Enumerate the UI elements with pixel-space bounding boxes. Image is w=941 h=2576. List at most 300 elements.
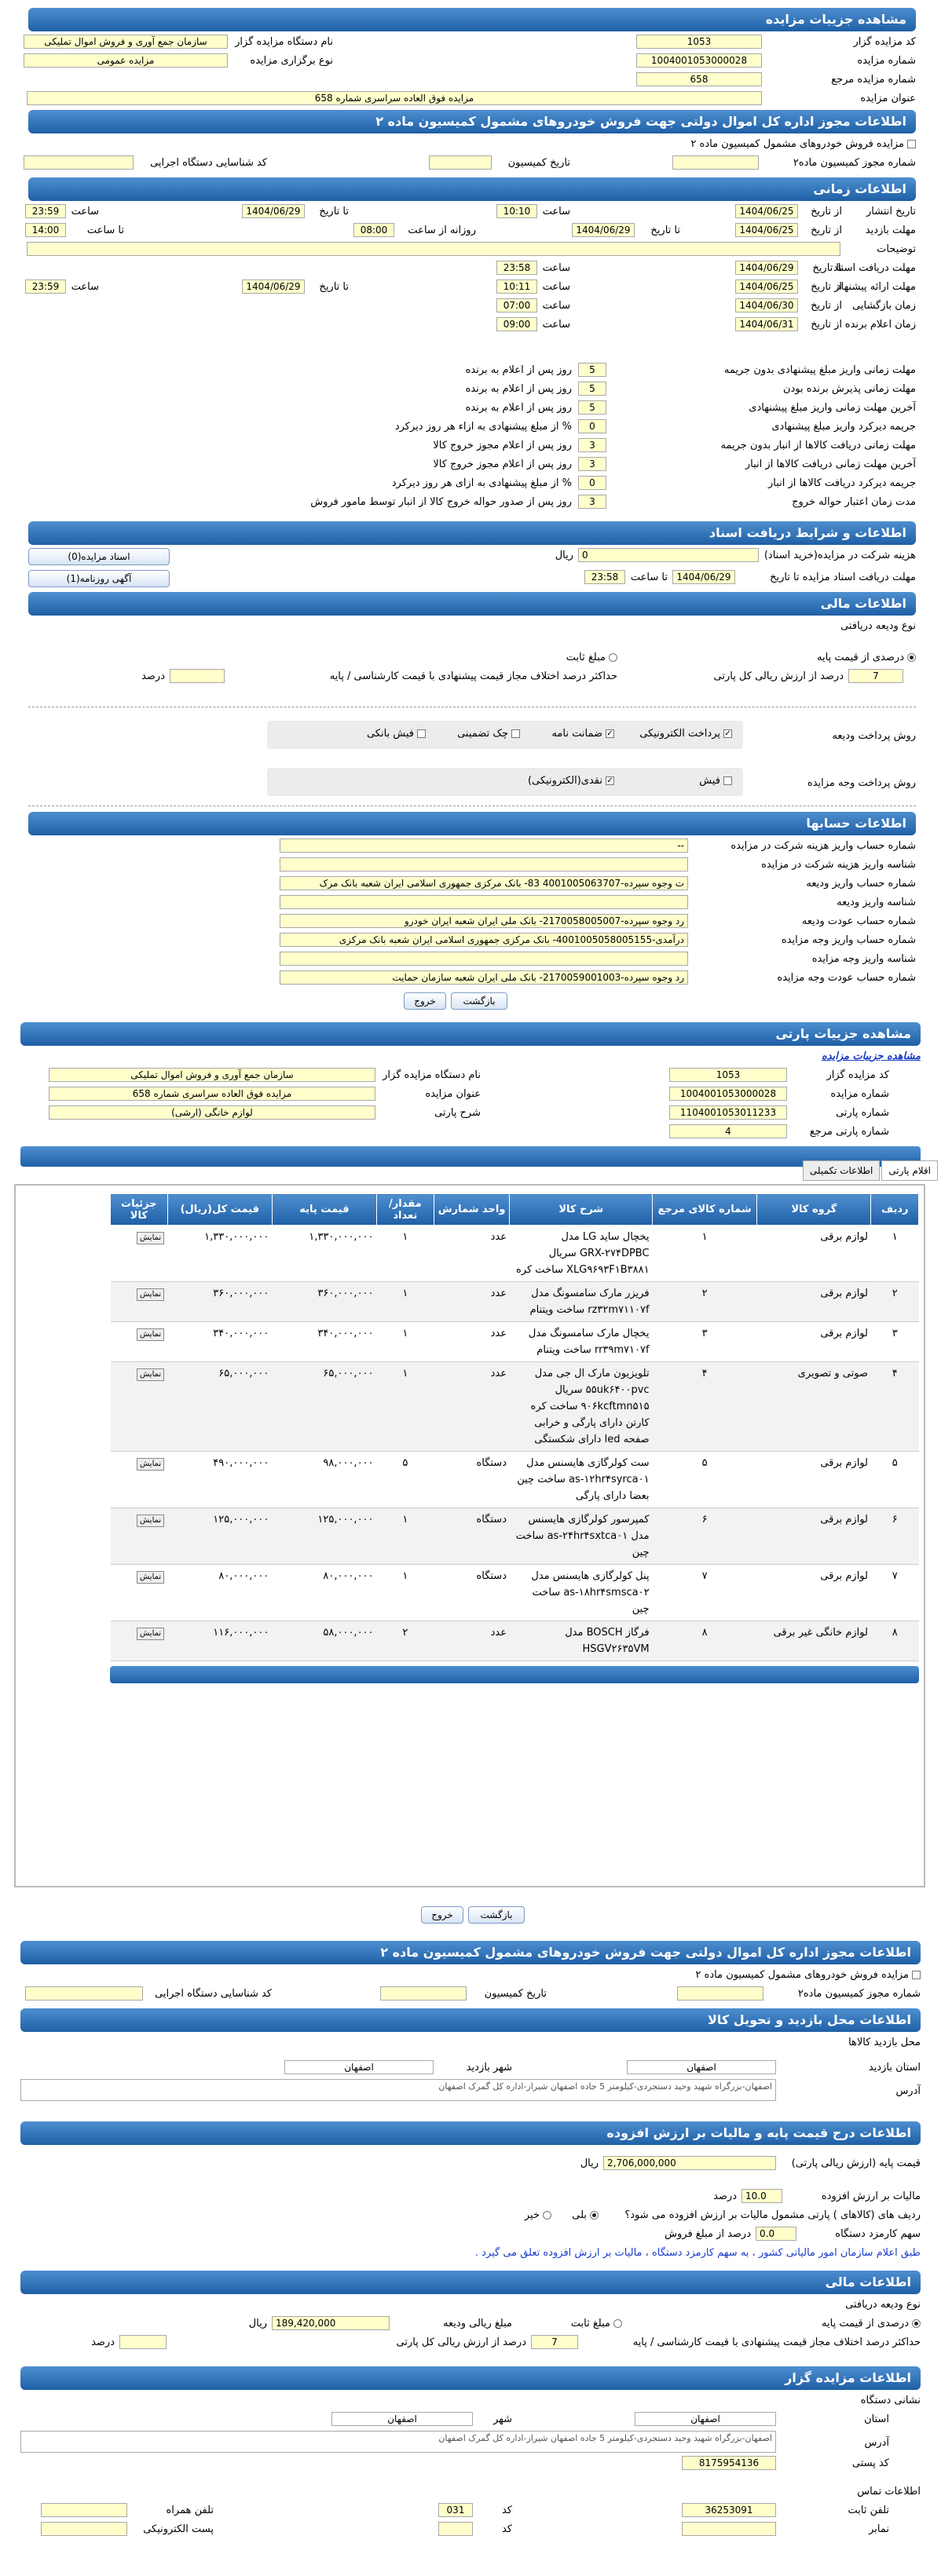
subject-label: عنوان مزایده xyxy=(860,93,916,104)
account-value xyxy=(280,895,688,909)
deadline-unit: روز پس از اعلام به برنده xyxy=(465,364,572,376)
cell-price: ۸۰,۰۰۰,۰۰۰ xyxy=(272,1565,376,1621)
deposit-methods-box xyxy=(267,721,743,749)
deadline-label: جریمه دیرکرد واریز مبلغ پیشنهادی xyxy=(771,421,916,433)
percent2-of-label: درصد از ارزش ریالی کل پارتی xyxy=(396,2337,526,2348)
fixed2-radio[interactable] xyxy=(613,2319,622,2328)
ref-party-label: شماره پارتی مرجع xyxy=(809,1126,889,1138)
deadline-row xyxy=(28,400,916,418)
cell-unit: دستگاه xyxy=(434,1508,510,1565)
vat-no-label: خیر xyxy=(524,2209,540,2221)
notes-field xyxy=(27,242,840,256)
permit2-checkbox-label: مزایده فروش خودروهای مشمول کمیسیون ماده ۲ xyxy=(695,1969,909,1981)
phone-label: تلفن ثابت xyxy=(848,2505,889,2516)
deadline-value: 3 xyxy=(578,438,606,452)
postal-field: 8175954136 xyxy=(682,2456,776,2470)
auctioneer-province-label: استان xyxy=(864,2413,889,2425)
vat-question: ردیف های (کالاهای ) پارتی مشمول مالیات بر ارزش افزوده می شود؟ xyxy=(624,2209,921,2221)
deposit-percent-field: 7 xyxy=(848,669,903,683)
max-diff2-field xyxy=(119,2335,167,2349)
reference-number-field: 658 xyxy=(636,72,762,86)
base-price-field: 2,706,000,000 xyxy=(603,2156,776,2170)
account-value: ت وجوه سپرده-4001005063707 83- بانک مرکزی جمهوری اسلامی ایران شعبه بانک مرک xyxy=(280,876,688,890)
receipt-checkbox[interactable] xyxy=(723,776,732,785)
party-subject-label: عنوان مزایده xyxy=(425,1088,481,1100)
party-tabs xyxy=(801,1160,938,1181)
cell-idx: ۳ xyxy=(871,1322,919,1362)
deadline-unit: % از مبلغ پیشنهادی به ازای هر روز دیرکرد xyxy=(391,477,572,489)
accounts-section xyxy=(28,809,916,1014)
show-details-button[interactable]: نمایش xyxy=(137,1571,164,1584)
percent-radio[interactable] xyxy=(907,653,916,662)
party-subtitle-link[interactable]: مشاهده جزییات مزایده xyxy=(821,1050,921,1062)
opening-date-field: 1404/06/30 xyxy=(735,298,798,312)
publish-time-field: 10:10 xyxy=(496,204,537,218)
cell-total: ۱,۳۳۰,۰۰۰,۰۰۰ xyxy=(167,1226,272,1282)
cell-group: لوازم برقی xyxy=(757,1322,871,1362)
cell-qty: ۱ xyxy=(377,1226,434,1282)
auction-details-header: مشاهده جزییات مزایده xyxy=(28,8,916,31)
publish-from-field: 1404/06/25 xyxy=(735,204,798,218)
max-diff-field xyxy=(170,669,225,683)
auctioneer-city-label: شهر xyxy=(492,2413,512,2425)
cell-unit: دستگاه xyxy=(434,1565,510,1621)
cell-group: لوازم برقی xyxy=(757,1282,871,1322)
cell-ref: ۷ xyxy=(653,1565,757,1621)
cash-checkbox[interactable]: ✓ xyxy=(606,776,613,785)
fax-field xyxy=(682,2522,776,2536)
party-desc-label: شرح پارتی xyxy=(434,1107,481,1119)
account-value: درآمدی-4001005058005155- بانک مرکزی جمهوری اسلامی ایران شعبه بانک مرکزی xyxy=(280,933,688,947)
cell-idx: ۴ xyxy=(871,1362,919,1452)
cell-unit: عدد xyxy=(434,1282,510,1322)
cell-ref: ۳ xyxy=(653,1322,757,1362)
auctioneer-city-field: اصفهان xyxy=(331,2412,473,2426)
time-label: ساعت xyxy=(71,281,99,293)
deadline-unit: روز پس از اعلام مجوز خروج کالا xyxy=(433,459,572,470)
from-date-label: از تاریخ xyxy=(811,206,842,217)
show-details-button[interactable]: نمایش xyxy=(137,1515,164,1527)
cell-idx: ۵ xyxy=(871,1452,919,1508)
cell-details xyxy=(111,1565,168,1621)
vat-label: مالیات بر ارزش افزوده xyxy=(821,2191,921,2202)
base-price-unit: ریال xyxy=(580,2158,599,2169)
mobile-field xyxy=(41,2503,127,2517)
subject-field: مزایده فوق العاده سراسری شماره 658 xyxy=(27,91,762,105)
code-field: 031 xyxy=(438,2503,473,2517)
deadline-row xyxy=(28,476,916,493)
column-header: شماره کالای مرجع xyxy=(653,1194,757,1226)
guarantee-checkbox[interactable]: ✓ xyxy=(606,729,613,738)
electronic-checkbox[interactable]: ✓ xyxy=(724,729,731,738)
party-number-field: 1104001053011233 xyxy=(669,1105,787,1120)
cell-price: ۳۶۰,۰۰۰,۰۰۰ xyxy=(272,1282,376,1322)
party-desc-field: لوازم خانگی (ارشی) xyxy=(49,1105,375,1120)
cell-unit: عدد xyxy=(434,1322,510,1362)
to-time-label: تا ساعت xyxy=(86,225,124,236)
max-diff2-label: حداکثر درصد اختلاف مجاز قیمت پیشنهادی با قیمت کارشناسی / پایه xyxy=(632,2337,921,2348)
notes-label: توضیحات xyxy=(877,243,916,255)
deposit-methods-label: روش پرداخت ودیعه xyxy=(832,730,916,742)
cell-ref: ۵ xyxy=(653,1452,757,1508)
percent2-option-label: درصدی از قیمت پایه xyxy=(822,2318,909,2329)
table-row xyxy=(111,1508,919,1565)
party-auctioneer-name-label: نام دستگاه مزایده گزار xyxy=(383,1069,481,1081)
party-details-header: مشاهده جزییات پارتی xyxy=(20,1022,921,1046)
account-value: رد وجوه سپرده-2170058005007- بانک ملی ایران شعبه ایران خودرو xyxy=(280,914,688,928)
from-date-label: از تاریخ xyxy=(811,225,842,236)
visit-city-label: شهر بازدید xyxy=(466,2062,512,2074)
deadline-label: آخرین مهلت زمانی دریافت کالاها از انبار xyxy=(745,459,916,470)
cell-desc: کمپرسور کولرگازی هایسنس مدل as-۲۴hr۴sxtca۰۱ ساخت چین xyxy=(510,1508,653,1565)
publish-to-field: 1404/06/29 xyxy=(242,204,305,218)
to-date-label: تا تاریخ xyxy=(812,262,842,274)
party-auctioneer-name-field: سازمان جمع آوری و فروش اموال تملیکی xyxy=(49,1068,375,1082)
column-header: شرح کالا xyxy=(510,1194,653,1226)
deadline-unit: روز پس از اعلام به برنده xyxy=(465,402,572,414)
party-exit-button[interactable]: خروج xyxy=(421,1906,463,1924)
vat-note: طبق اعلام سازمان امور مالیاتی کشور ، به سهم کارمزد دستگاه ، مالیات بر ارزش افزوده تعلق می گیرد . xyxy=(474,2247,921,2259)
visit-province-label: استان بازدید xyxy=(868,2062,921,2074)
permit2-section xyxy=(20,1938,921,2005)
location-section xyxy=(20,2005,921,2104)
cell-desc: یخچال ساید LG مدل GRX-۲۷۴DPBC سریال XLG۹۶۹۳F۱B۳۸۸۱ ساخت کره xyxy=(510,1226,653,1282)
account-label: شناسه واریز ودیعه xyxy=(837,897,916,908)
cell-qty: ۵ xyxy=(377,1452,434,1508)
from-date-label: از تاریخ xyxy=(811,300,842,312)
deposit-amount-field: 189,420,000 xyxy=(272,2316,390,2330)
party-subject-field: مزایده فوق العاده سراسری شماره 658 xyxy=(49,1087,375,1101)
auctioneer-code-label: کد مزایده گزار xyxy=(853,36,916,48)
account-row xyxy=(28,952,916,969)
column-header: قیمت پایه xyxy=(272,1194,376,1226)
fee-share-label: سهم کارمزد دستگاه xyxy=(835,2228,921,2240)
show-details-button[interactable]: نمایش xyxy=(137,1328,164,1341)
fee-field: 0 xyxy=(578,548,759,562)
show-details-button[interactable]: نمایش xyxy=(137,1288,164,1301)
auctioneer-code-field: 1053 xyxy=(636,35,762,49)
time-label: ساعت xyxy=(542,300,570,312)
deadline-unit: روز پس از اعلام به برنده xyxy=(465,383,572,395)
auction-details-section xyxy=(28,5,916,110)
table-row xyxy=(111,1621,919,1661)
docs-date-field: 1404/06/29 xyxy=(735,261,798,275)
cheque-checkbox[interactable] xyxy=(511,729,520,738)
show-details-button[interactable]: نمایش xyxy=(137,1628,164,1640)
cell-details xyxy=(111,1226,168,1282)
account-label: شناسه واریز هزینه شرکت در مزایده xyxy=(761,859,916,871)
cell-qty: ۲ xyxy=(377,1621,434,1661)
announce-label: زمان اعلام برنده xyxy=(844,319,916,331)
deadline-unit: % از مبلغ پیشنهادی به ازاء هر روز دیرکرد xyxy=(394,421,572,433)
visit-province-field: اصفهان xyxy=(627,2060,776,2074)
visit-city-field: اصفهان xyxy=(284,2060,434,2074)
vat-no-radio[interactable] xyxy=(543,2211,551,2220)
fee-share-unit: درصد از مبلغ فروش xyxy=(665,2228,751,2240)
tab-extra[interactable]: اطلاعات تکمیلی xyxy=(803,1160,880,1181)
cell-ref: ۱ xyxy=(653,1226,757,1282)
deposit-amount-label: مبلغ ریالی ودیعه xyxy=(443,2318,512,2329)
cell-details xyxy=(111,1322,168,1362)
auctioneer-name-label: نام دستگاه مزایده گزار xyxy=(235,36,333,48)
cell-qty: ۱ xyxy=(377,1508,434,1565)
cell-ref: ۸ xyxy=(653,1621,757,1661)
financial2-header: اطلاعات مالی xyxy=(20,2271,921,2294)
column-header: گروه کالا xyxy=(757,1194,871,1226)
cell-ref: ۴ xyxy=(653,1362,757,1452)
fax-code-field xyxy=(438,2522,473,2536)
financial-section xyxy=(28,589,916,789)
account-value: -- xyxy=(280,839,688,853)
permit2-exec-label: کد شناسایی دستگاه اجرایی xyxy=(155,1988,272,2000)
auctioneer-address-field: اصفهان-بزرگراه شهید وحید دستجردی-کیلومتر 5 جاده اصفهان شیراز-اداره کل گمرک اصفهان xyxy=(20,2431,776,2453)
account-label: شناسه واریز وجه مزایده xyxy=(811,953,916,965)
cell-ref: ۲ xyxy=(653,1282,757,1322)
publish-label: تاریخ انتشار xyxy=(866,206,916,217)
payment-methods-label: روش پرداخت وجه مزایده xyxy=(807,777,916,789)
vat-yes-radio[interactable] xyxy=(590,2211,599,2220)
offer-time-field: 10:11 xyxy=(496,280,537,294)
cell-details xyxy=(111,1362,168,1452)
deadline-label: مدت زمان اعتبار حواله خروج xyxy=(792,496,916,508)
fixed-radio[interactable] xyxy=(609,653,617,662)
cell-desc: فریزر مارک سامسونگ مدل rz۳۲m۷۱۱۰۷f ساخت ویتنام xyxy=(510,1282,653,1322)
auction-type-label: نوع برگزاری مزایده xyxy=(250,55,333,67)
m-cheque-label: چک تضمینی xyxy=(457,728,508,740)
party-auctioneer-code-label: کد مزایده گزار xyxy=(826,1069,889,1081)
cell-qty: ۱ xyxy=(377,1565,434,1621)
fixed2-option-label: مبلغ ثابت xyxy=(570,2318,610,2329)
contact-section-label: اطلاعات تماس xyxy=(857,2486,921,2497)
cell-total: ۴۹۰,۰۰۰,۰۰۰ xyxy=(167,1452,272,1508)
account-row xyxy=(28,857,916,875)
visit-daily-to-field: 14:00 xyxy=(25,223,66,237)
auctioneer-address-label: آدرس xyxy=(864,2437,889,2449)
cell-price: ۱,۳۳۰,۰۰۰,۰۰۰ xyxy=(272,1226,376,1282)
deadlines-block xyxy=(28,361,916,513)
m-guarantee-label: ضمانت نامه xyxy=(551,728,602,740)
cell-desc: پنل کولرگازی هایسنس مدل as-۱۸hr۴smsca۰۲ ساخت چین xyxy=(510,1565,653,1621)
permit-section xyxy=(28,107,916,174)
account-label: شماره حساب واریز ودیعه xyxy=(806,878,916,890)
to-date-label: تا تاریخ xyxy=(319,206,349,217)
newspaper-ad-button[interactable]: آگهی روزنامه(1) xyxy=(28,570,170,587)
cell-desc: یخچال مارک سامسونگ مدل rr۳۹m۷۱۰۷f ساخت ویتنام xyxy=(510,1322,653,1362)
cell-total: ۳۴۰,۰۰۰,۰۰۰ xyxy=(167,1322,272,1362)
opening-time-field: 07:00 xyxy=(496,298,537,312)
auction-number-label: شماره مزایده xyxy=(857,55,916,67)
cell-details xyxy=(111,1621,168,1661)
account-label: شماره حساب عودت ودیعه xyxy=(801,915,916,927)
doc-deadline-time: 23:58 xyxy=(584,570,625,584)
cell-group: لوازم برقی xyxy=(757,1226,871,1282)
deadline-value: 0 xyxy=(578,476,606,490)
base-price-label: قیمت پایه (ارزش ریالی پارتی) xyxy=(791,2158,921,2169)
deposit-type-label: نوع ودیعه دریافتی xyxy=(840,620,916,632)
executive-id-field xyxy=(24,155,134,170)
auction-type-field: مزایده عمومی xyxy=(24,53,228,68)
cell-desc: ست کولرگازی هایسنس مدل as-۱۲hr۴syrca۰۱ ساخت چین بعضا دارای پارگی xyxy=(510,1452,653,1508)
conditions-header: اطلاعات و شرایط دریافت اسناد xyxy=(28,521,916,545)
percent-option-label: درصدی از قیمت پایه xyxy=(817,652,904,663)
from-date-label: از تاریخ xyxy=(811,319,842,331)
deadline-row xyxy=(28,438,916,455)
vat-field: 10.0 xyxy=(741,2189,782,2203)
daily-from-label: روزانه از ساعت xyxy=(408,225,476,236)
p-cash-label: نقدی(الکترونیکی) xyxy=(527,775,602,787)
cell-price: ۱۲۵,۰۰۰,۰۰۰ xyxy=(272,1508,376,1565)
cell-group: لوازم برقی xyxy=(757,1565,871,1621)
cell-idx: ۶ xyxy=(871,1508,919,1565)
auctioneer-name-field: سازمان جمع آوری و فروش اموال تملیکی xyxy=(24,35,228,49)
deadline-label: مهلت زمانی واریز مبلغ پیشنهادی بدون جریمه xyxy=(723,364,916,376)
visit-address-label: آدرس xyxy=(895,2085,921,2097)
party-back-button[interactable]: بازگشت xyxy=(468,1906,525,1924)
column-header: واحد شمارش xyxy=(434,1194,510,1226)
cell-total: ۱۱۶,۰۰۰,۰۰۰ xyxy=(167,1621,272,1661)
to-date-label: تا تاریخ xyxy=(650,225,680,236)
offer-to-field: 1404/06/29 xyxy=(242,280,305,294)
deadline-row xyxy=(28,495,916,512)
deadline-value: 5 xyxy=(578,400,606,415)
offer-deadline-label: مهلت ارائه پیشنهاد xyxy=(836,281,916,293)
accounts-header: اطلاعات حسابها xyxy=(28,812,916,835)
pricing-header: اطلاعات درج قیمت پایه و مالیات بر ارزش افزوده xyxy=(20,2121,921,2145)
mobile-label: تلفن همراه xyxy=(166,2505,214,2516)
email-field xyxy=(41,2522,127,2536)
conditions-section xyxy=(28,518,916,592)
deadline-row xyxy=(28,457,916,474)
m-bank-label: فیش بانکی xyxy=(366,728,414,740)
time-label: ساعت xyxy=(542,262,570,274)
permit2-date-field xyxy=(380,1986,467,2001)
time-label: ساعت xyxy=(542,319,570,331)
email-label: پست الکترونیکی xyxy=(143,2523,214,2535)
deadline-label: جریمه دیرکرد دریافت کالاها از انبار xyxy=(768,477,916,489)
docs-deadline-label: مهلت دریافت اسناد xyxy=(833,262,916,274)
visit-label: مهلت بازدید xyxy=(865,225,916,236)
show-details-button[interactable]: نمایش xyxy=(137,1368,164,1381)
show-details-button[interactable]: نمایش xyxy=(137,1232,164,1244)
postal-label: کد پستی xyxy=(851,2457,889,2469)
opening-label: زمان بازگشایی xyxy=(852,300,916,312)
account-value xyxy=(280,952,688,966)
visit-daily-from-field: 08:00 xyxy=(353,223,394,237)
vat-yes-label: بلی xyxy=(572,2209,587,2221)
pricing-section xyxy=(20,2118,921,2264)
back-button[interactable]: بازگشت xyxy=(451,992,507,1010)
table-footer-bar xyxy=(110,1666,919,1683)
cell-unit: عدد xyxy=(434,1621,510,1661)
show-details-button[interactable]: نمایش xyxy=(137,1458,164,1471)
table-row xyxy=(111,1565,919,1621)
cell-ref: ۶ xyxy=(653,1508,757,1565)
address-section-label: نشانی دستگاه xyxy=(860,2395,921,2406)
to-date-label: تا تاریخ xyxy=(319,281,349,293)
cell-desc: فرگاز BOSCH مدل HSGV۲۶۳۵VM xyxy=(510,1621,653,1661)
time-label: ساعت xyxy=(542,281,570,293)
commission-date-field xyxy=(429,155,492,170)
cell-group: لوازم برقی xyxy=(757,1452,871,1508)
account-row xyxy=(28,895,916,912)
permit-header: اطلاعات مجوز اداره کل اموال دولتی جهت فروش خودروهای مشمول کمیسیون ماده ۲ xyxy=(28,110,916,133)
deadline-row xyxy=(28,419,916,437)
bank-receipt-checkbox[interactable] xyxy=(417,729,426,738)
party-divider-bar xyxy=(20,1146,921,1167)
commission-date-label: تاریخ کمیسیون xyxy=(507,157,570,169)
financial-header: اطلاعات مالی xyxy=(28,592,916,616)
location-header: اطلاعات محل بازدید و تحویل کالا xyxy=(20,2008,921,2032)
cell-price: ۳۴۰,۰۰۰,۰۰۰ xyxy=(272,1322,376,1362)
visit-to-field: 1404/06/29 xyxy=(572,223,635,237)
deadline-label: مهلت زمانی دریافت کالاها از انبار بدون جریمه xyxy=(720,440,916,451)
offer-from-field: 1404/06/25 xyxy=(735,280,798,294)
doc-deadline-time-label: تا ساعت xyxy=(630,572,668,583)
items-table xyxy=(110,1193,919,1661)
deadline-label: آخرین مهلت زمانی واریز مبلغ پیشنهادی xyxy=(749,402,916,414)
deadline-row xyxy=(28,363,916,380)
cell-details xyxy=(111,1282,168,1322)
column-header: جزئیات کالا xyxy=(111,1194,168,1226)
permit2-checkbox[interactable] xyxy=(912,1971,921,1979)
max-diff-label: حداکثر درصد اختلاف مجاز قیمت پیشنهادی با قیمت کارشناسی / پایه xyxy=(329,670,617,682)
cell-idx: ۱ xyxy=(871,1226,919,1282)
permit-checkbox[interactable] xyxy=(907,140,916,148)
permit2-number-field xyxy=(677,1986,763,2001)
executive-id-label: کد شناسایی دستگاه اجرایی xyxy=(150,157,267,169)
from-date-label: از تاریخ xyxy=(811,281,842,293)
cell-idx: ۷ xyxy=(871,1565,919,1621)
table-row xyxy=(111,1282,919,1322)
party-number-label: شماره پارتی xyxy=(836,1107,889,1119)
account-value xyxy=(280,857,688,871)
permit-number-field xyxy=(672,155,759,170)
cell-group: صوتی و تصویری xyxy=(757,1362,871,1452)
documents-button[interactable]: اسناد مزایده(0) xyxy=(28,548,170,565)
percent2-radio[interactable] xyxy=(912,2319,921,2328)
offer-to-time-field: 23:59 xyxy=(25,280,66,294)
vat-unit: درصد xyxy=(713,2191,737,2202)
column-header: مقدار/ تعداد xyxy=(377,1194,434,1226)
deadline-unit: روز پس از اعلام مجوز خروج کالا xyxy=(433,440,572,451)
fixed-option-label: مبلغ ثابت xyxy=(566,652,606,663)
time-label: ساعت xyxy=(542,206,570,217)
cell-total: ۳۶۰,۰۰۰,۰۰۰ xyxy=(167,1282,272,1322)
party-details-section xyxy=(20,1019,921,1170)
cell-total: ۶۵,۰۰۰,۰۰۰ xyxy=(167,1362,272,1452)
cell-qty: ۱ xyxy=(377,1282,434,1322)
ref-party-field: 4 xyxy=(669,1124,787,1138)
payment-methods-box xyxy=(267,768,743,796)
exit-button[interactable]: خروج xyxy=(404,992,446,1010)
tab-items[interactable]: اقلام پارتی xyxy=(881,1160,938,1181)
account-label: شماره حساب واریز وجه مزایده xyxy=(781,934,916,946)
docs-time-field: 23:58 xyxy=(496,261,537,275)
account-row xyxy=(28,933,916,950)
p-receipt-label: فیش xyxy=(699,775,720,787)
publish-to-time-field: 23:59 xyxy=(25,204,66,218)
timing-header: اطلاعات زمانی xyxy=(28,177,916,201)
column-header: قیمت کل(ریال) xyxy=(167,1194,272,1226)
m-electronic-label: پرداخت الکترونیکی xyxy=(639,728,720,740)
deadline-value: 3 xyxy=(578,495,606,509)
percent-of-label: درصد از ارزش ریالی کل پارتی xyxy=(713,670,844,682)
cell-total: ۸۰,۰۰۰,۰۰۰ xyxy=(167,1565,272,1621)
code-label: کد xyxy=(501,2505,512,2516)
party-auction-number-label: شماره مزایده xyxy=(830,1088,889,1100)
visit-from-field: 1404/06/25 xyxy=(735,223,798,237)
cell-desc: تلویزیون مارک ال جی مدل ۵۵uk۶۴۰۰pvc سریال ۹۰۶kcftmn۵۱۵ ساخت کره کارتن دارای پارگی و خرابی صفحه led دارای شکستگی xyxy=(510,1362,653,1452)
